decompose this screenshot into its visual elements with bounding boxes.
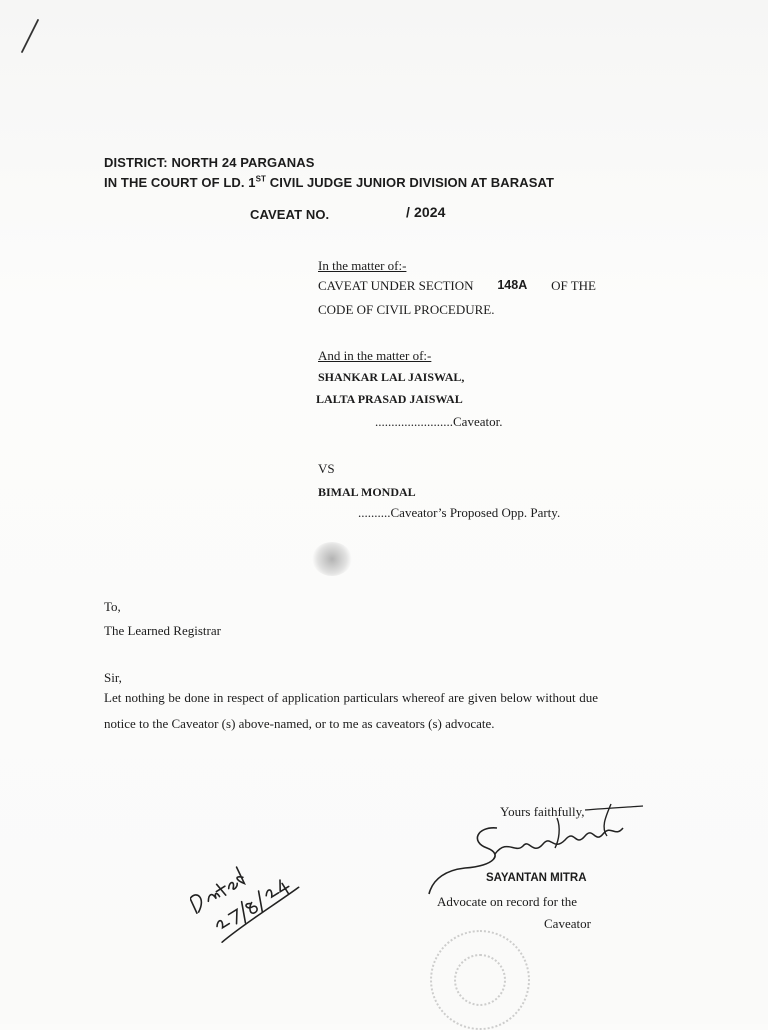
court-heading-prefix: IN THE COURT OF LD. 1: [104, 175, 256, 190]
opp-party-designation: ..........Caveator’s Proposed Opp. Party.: [358, 505, 561, 520]
district-heading: DISTRICT: NORTH 24 PARGANAS: [104, 155, 315, 170]
versus-label: VS: [318, 461, 335, 476]
letter-body: Let nothing be done in respect of application particulars whereof are given below without due notice to the Caveator (s) above-named, or to me as caveators (s) advocate.: [104, 690, 598, 731]
advocate-signature: [425, 798, 650, 903]
matter-line-1-b: OF THE: [551, 278, 596, 293]
caveator-name-1: SHANKAR LAL JAISWAL,: [318, 370, 465, 384]
letter-recipient: The Learned Registrar: [104, 623, 221, 638]
advocate-name: SAYANTAN MITRA: [486, 872, 587, 884]
closing-text: Yours faithfully,: [500, 804, 585, 819]
caveat-no-label: CAVEAT NO.: [250, 207, 330, 222]
and-matter-label: And in the matter of:-: [318, 348, 432, 363]
court-heading-suffix: CIVIL JUDGE JUNIOR DIVISION AT BARASAT: [266, 175, 555, 190]
faint-seal-inner: [454, 954, 506, 1006]
matter-section-number: 148A: [497, 278, 528, 292]
caveator-name-2: LALTA PRASAD JAISWAL: [316, 392, 463, 406]
court-heading: [104, 175, 554, 190]
advocate-role-line-1: Advocate on record for the: [437, 894, 578, 909]
handwritten-date: [190, 845, 315, 950]
letter-salutation: Sir,: [104, 670, 122, 685]
faint-seal: [430, 930, 530, 1030]
matter-line-2: CODE OF CIVIL PROCEDURE.: [318, 302, 495, 317]
matter-line-1: [318, 278, 596, 294]
matter-intro-label: In the matter of:-: [318, 258, 407, 273]
matter-line-1-a: CAVEAT UNDER SECTION: [318, 278, 474, 293]
pen-stroke-mark: [14, 16, 44, 56]
caveator-designation: ........................Caveator.: [375, 414, 503, 429]
ink-smudge: [312, 542, 352, 576]
court-heading-ordinal: ST: [255, 174, 267, 184]
opp-party-name: BIMAL MONDAL: [318, 485, 416, 499]
caveat-year: / 2024: [406, 204, 446, 220]
letter-to: To,: [104, 599, 121, 614]
advocate-role-line-2: Caveator: [544, 916, 591, 931]
